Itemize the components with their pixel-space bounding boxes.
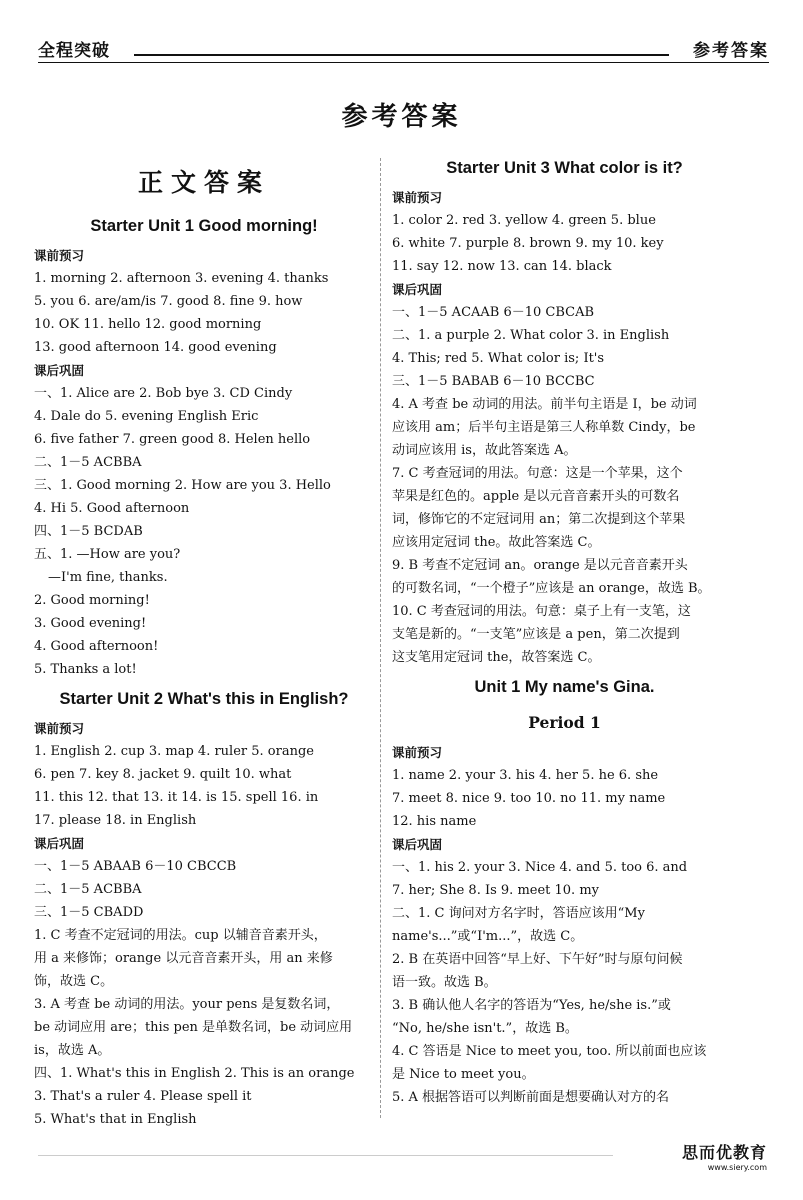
answer-line: 二、1－5 ACBBA (34, 455, 142, 470)
answer-line: 这支笔用定冠词 the，故答案选 C。 (392, 650, 601, 665)
answer-line: 词，修饰它的不定冠词用 an；第二次提到这个苹果 (392, 512, 686, 527)
unit-title: Unit 1 My name's Gina. (474, 678, 655, 696)
answer-line: 三、1－5 CBADD (34, 905, 144, 920)
answer-line: 3. A 考查 be 动词的用法。your pens 是复数名词， (34, 997, 340, 1012)
answer-line: 二、1. C 询问对方名字时，答语应该用“My (392, 906, 645, 921)
answer-line: 4. Dale do 5. evening English Eric (34, 409, 259, 424)
answer-line: 4. A 考查 be 动词的用法。前半句主语是 I，be 动词 (392, 397, 697, 412)
answer-line: 三、1. Good morning 2. How are you 3. Hello (34, 478, 331, 493)
answer-line: 12. his name (392, 814, 477, 829)
answer-line: 应该用定冠词 the。故此答案选 C。 (392, 535, 601, 550)
answer-line: 11. this 12. that 13. it 14. is 15. spell 16. in (34, 790, 319, 805)
answer-line: 4. This; red 5. What color is; It's (392, 351, 605, 366)
answer-line: 17. please 18. in English (34, 813, 197, 828)
answer-line: 6. pen 7. key 8. jacket 9. quilt 10. what (34, 767, 292, 782)
main-answers-title: 正文答案 (137, 168, 270, 197)
answer-line: 1. color 2. red 3. yellow 4. green 5. blue (392, 213, 656, 228)
answer-list (392, 301, 737, 669)
publisher-logo (682, 1140, 767, 1172)
answer-line: 五、1. —How are you? (34, 547, 181, 562)
answer-line: be 动词应用 are；this pen 是单数名词，be 动词应用 (34, 1020, 353, 1035)
answer-line: 一、1－5 ACAAB 6－10 CBCAB (392, 305, 595, 320)
answer-line: 1. morning 2. afternoon 3. evening 4. thanks (34, 271, 329, 286)
answer-line: 2. Good morning! (34, 593, 150, 608)
answer-line: is，故选 A。 (34, 1043, 111, 1058)
answer-line: 5. you 6. are/am/is 7. good 8. fine 9. how (34, 294, 303, 309)
answer-line: 6. five father 7. green good 8. Helen hello (34, 432, 311, 447)
answer-line: 苹果是红色的。apple 是以元音音素开头的可数名 (392, 489, 680, 504)
left-column (34, 150, 374, 1131)
answer-line: 二、1. a purple 2. What color 3. in English (392, 328, 670, 343)
publisher-site: www.siery.com (707, 1163, 767, 1172)
answer-list (34, 740, 374, 832)
unit-title: Starter Unit 3 What color is it? (446, 159, 683, 177)
answer-list (392, 764, 737, 833)
answer-line: 四、1－5 BCDAB (34, 524, 143, 539)
answer-line: “No, he/she isn't.”，故选 B。 (392, 1021, 578, 1036)
answer-line: 用 a 来修饰；orange 以元音音素开头，用 an 来修 (34, 951, 333, 966)
answer-line: 三、1－5 BABAB 6－10 BCCBC (392, 374, 595, 389)
section-label: 课前预习 (34, 248, 85, 263)
answer-line: 7. her; She 8. Is 9. meet 10. my (392, 883, 599, 898)
answer-line: 四、1. What's this in English 2. This is an orange (34, 1066, 355, 1081)
page-header (38, 30, 769, 64)
answer-line: 7. C 考查冠词的用法。句意：这是一个苹果，这个 (392, 466, 683, 481)
answer-line: 13. good afternoon 14. good evening (34, 340, 277, 355)
answer-line: 一、1. Alice are 2. Bob bye 3. CD Cindy (34, 386, 293, 401)
section-label: 课后巩固 (392, 837, 443, 852)
answer-line: 3. Good evening! (34, 616, 147, 631)
period-title: Period 1 (528, 713, 601, 732)
answer-line: 1. English 2. cup 3. map 4. ruler 5. orange (34, 744, 314, 759)
answer-line: 应该用 am；后半句主语是第三人称单数 Cindy，be (392, 420, 696, 435)
answer-line: 1. name 2. your 3. his 4. her 5. he 6. she (392, 768, 659, 783)
header-underline (38, 62, 769, 63)
answer-line: —I'm fine, thanks. (48, 570, 168, 585)
answer-list (34, 855, 374, 1131)
answer-line: 1. C 考查不定冠词的用法。cup 以辅音音素开头， (34, 928, 327, 943)
answer-line: 2. B 在英语中回答“早上好、下午好”时与原句问候 (392, 952, 683, 967)
section-label: 课前预习 (392, 190, 443, 205)
section-label: 课后巩固 (34, 836, 85, 851)
answer-line: 10. C 考查冠词的用法。句意：桌子上有一支笔，这 (392, 604, 691, 619)
answer-line: 一、1. his 2. your 3. Nice 4. and 5. too 6. and (392, 860, 688, 875)
answer-line: 二、1－5 ACBBA (34, 882, 142, 897)
answer-line: 10. OK 11. hello 12. good morning (34, 317, 262, 332)
unit-title: Starter Unit 1 Good morning! (90, 217, 318, 235)
answer-line: 5. Thanks a lot! (34, 662, 137, 677)
answer-line: name's...”或“I'm...”，故选 C。 (392, 929, 584, 944)
publisher-name: 思而优教育 (681, 1143, 767, 1162)
column-divider (380, 158, 381, 1118)
answer-line: 4. Hi 5. Good afternoon (34, 501, 190, 516)
answer-line: 3. That's a ruler 4. Please spell it (34, 1089, 252, 1104)
answer-line: 4. C 答语是 Nice to meet you, too. 所以前面也应该 (392, 1044, 707, 1059)
answer-line: 一、1－5 ABAAB 6－10 CBCCB (34, 859, 237, 874)
answer-line: 6. white 7. purple 8. brown 9. my 10. key (392, 236, 664, 251)
page-title: 参考答案 (341, 102, 462, 132)
answer-line: 是 Nice to meet you。 (392, 1067, 535, 1082)
header-section-label: 参考答案 (693, 41, 769, 61)
header-rule (134, 54, 669, 56)
answer-list (392, 856, 737, 1109)
answer-line: 的可数名词，“一个橙子”应该是 an orange，故选 B。 (392, 581, 711, 596)
right-column (392, 150, 737, 1109)
footer-rule (38, 1155, 613, 1156)
answer-line: 4. Good afternoon! (34, 639, 159, 654)
answer-line: 语一致。故选 B。 (392, 975, 497, 990)
answer-line: 9. B 考查不定冠词 an。orange 是以元音音素开头 (392, 558, 688, 573)
brand-logo: 全程突破 (38, 41, 110, 61)
unit-title: Starter Unit 2 What's this in English? (59, 690, 349, 708)
answer-line: 动词应该用 is，故此答案选 A。 (392, 443, 577, 458)
answer-line: 5. What's that in English (34, 1112, 197, 1127)
answer-line: 支笔是新的。“一支笔”应该是 a pen，第二次提到 (392, 627, 680, 642)
answer-line: 11. say 12. now 13. can 14. black (392, 259, 612, 274)
answer-list (392, 209, 737, 278)
answer-line: 7. meet 8. nice 9. too 10. no 11. my name (392, 791, 666, 806)
answer-list (34, 267, 374, 359)
answer-list (34, 382, 374, 681)
answer-line: 5. A 根据答语可以判断前面是想要确认对方的名 (392, 1090, 670, 1105)
answer-line: 饰，故选 C。 (34, 974, 114, 989)
answer-line: 3. B 确认他人名字的答语为“Yes, he/she is.”或 (392, 998, 671, 1013)
section-label: 课后巩固 (392, 282, 443, 297)
section-label: 课前预习 (34, 721, 85, 736)
section-label: 课后巩固 (34, 363, 85, 378)
section-label: 课前预习 (392, 745, 443, 760)
